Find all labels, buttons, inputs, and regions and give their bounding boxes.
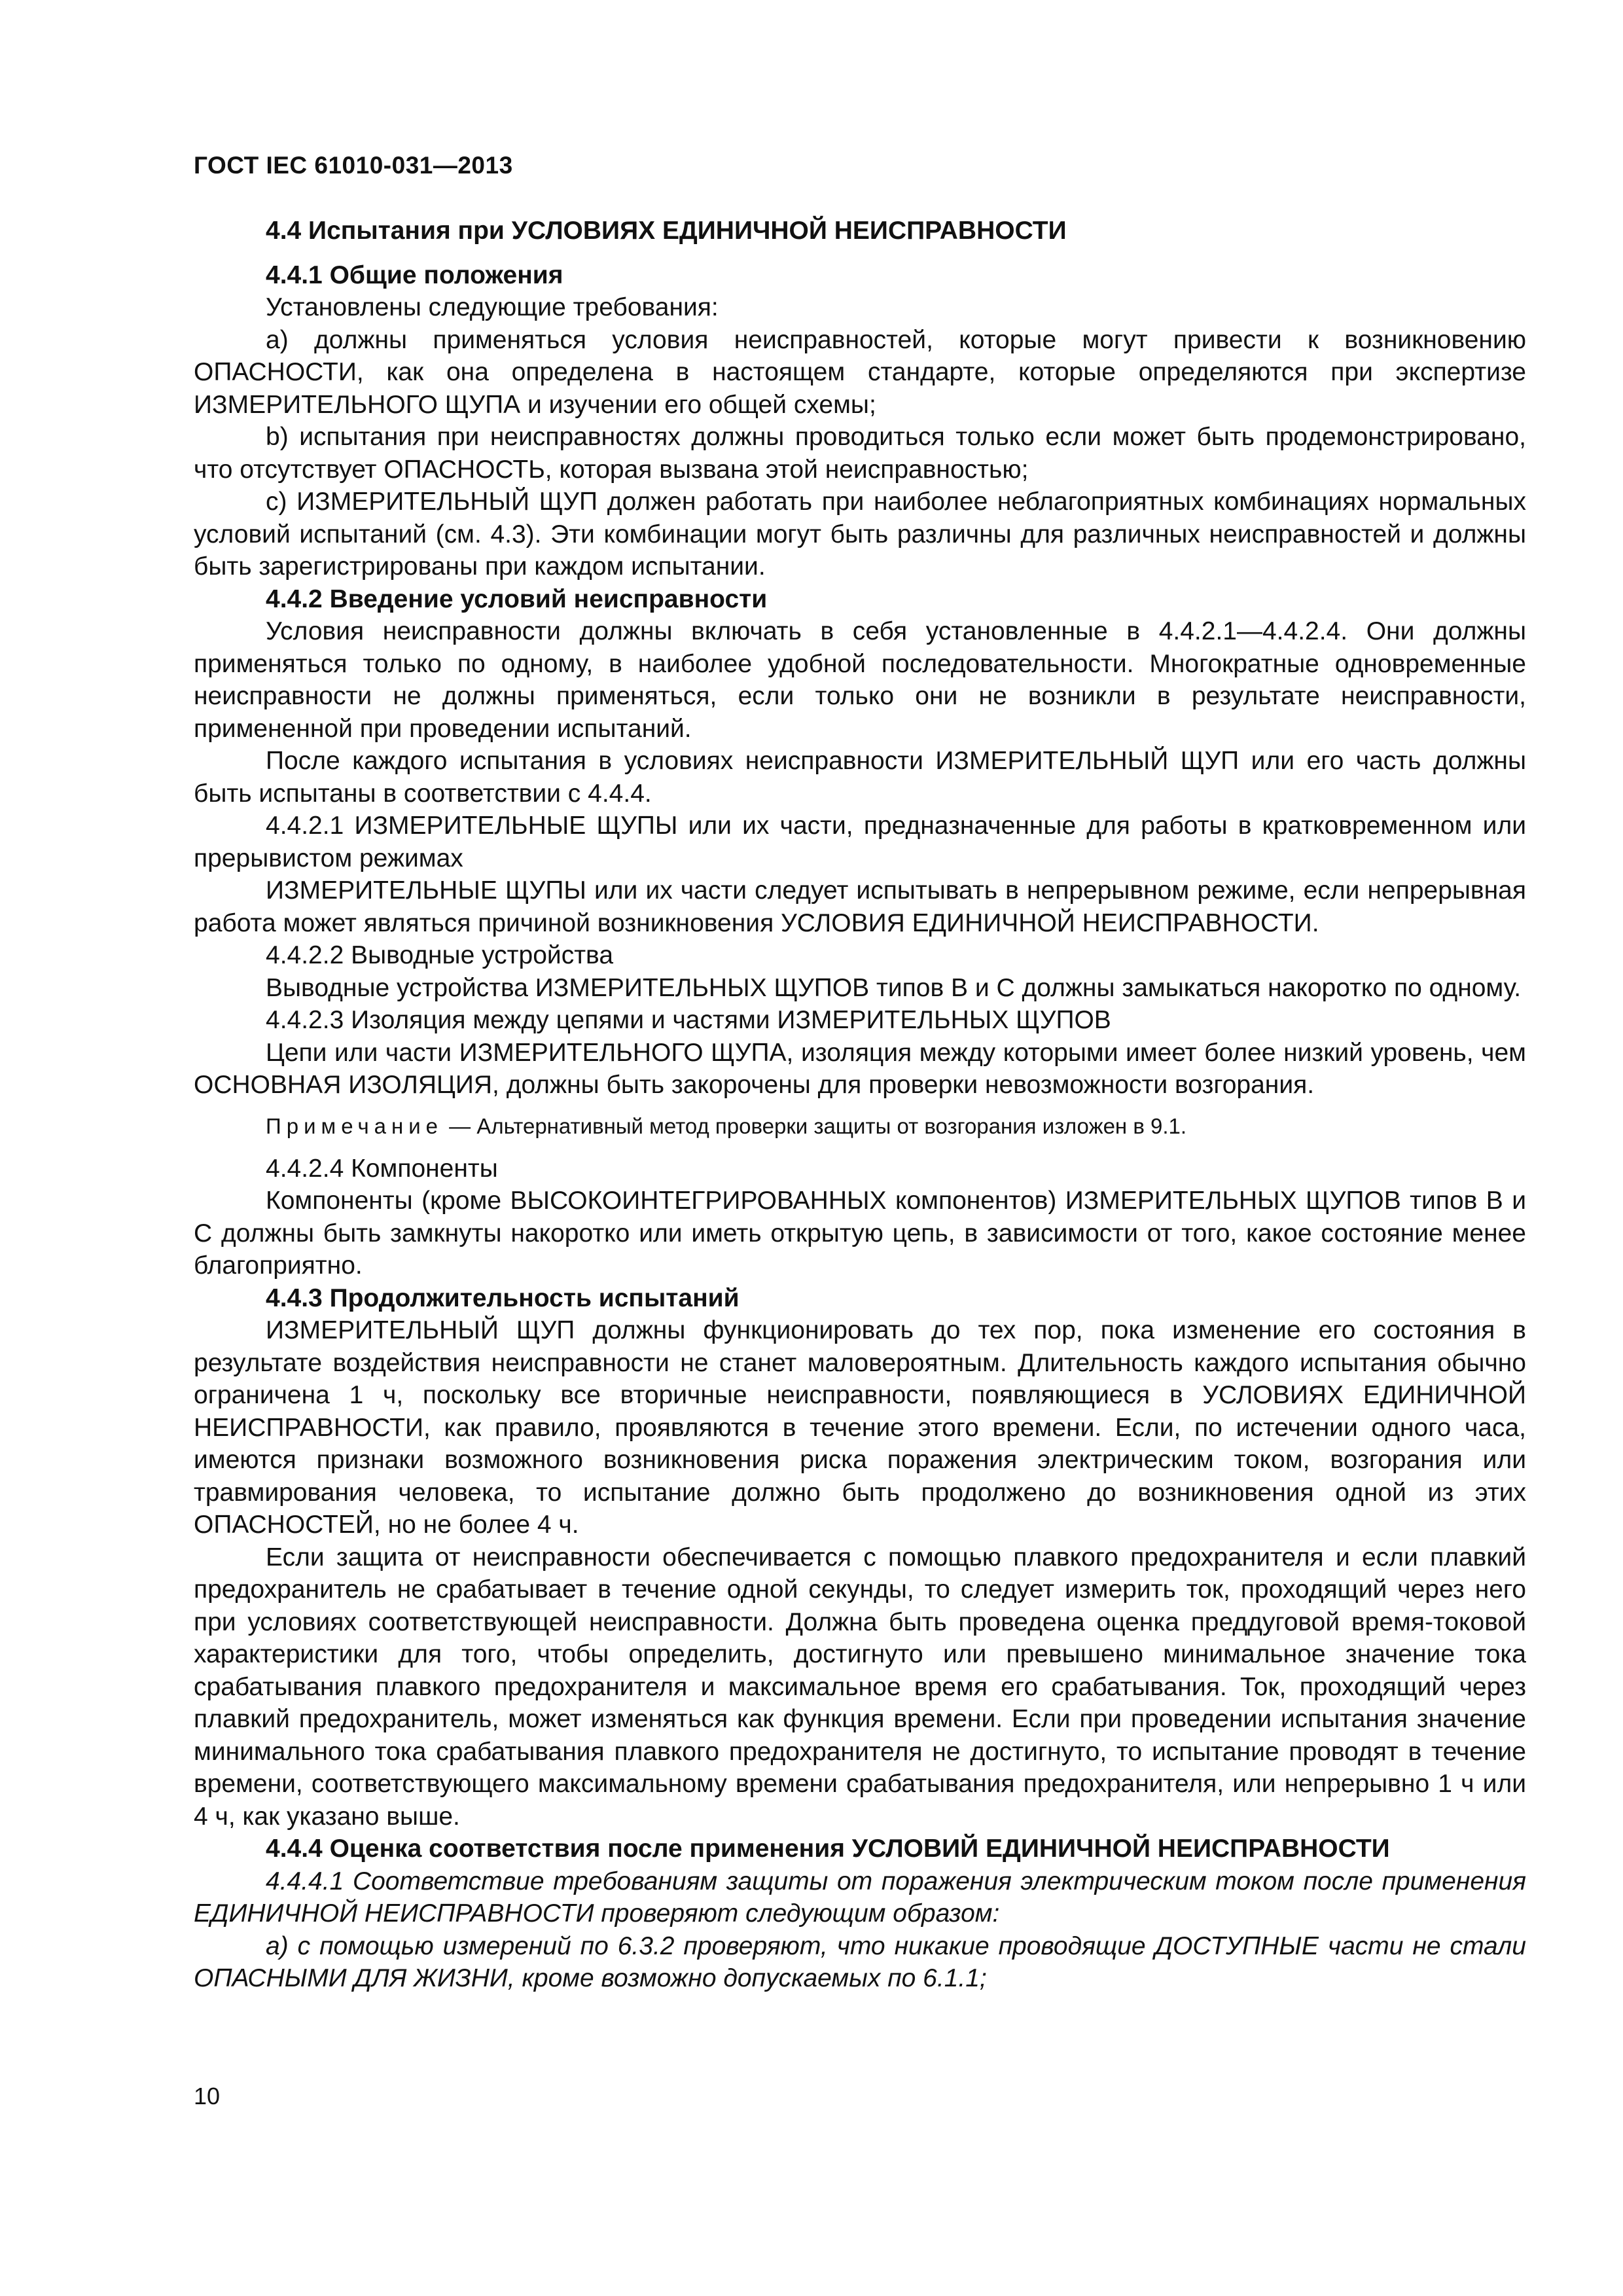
note — [194, 1112, 1526, 1141]
paragraph: ИЗМЕРИТЕЛЬНЫЙ ЩУП должны функционировать до тех пор, пока изменение его состояния в результате воздействия неисправности не станет маловероятным. Длительность каждого испытания обычно ограничена 1 ч, поскольку все вторичные неисправности, появляющиеся в УСЛОВИЯХ ЕДИНИЧНОЙ НЕИСПРАВНОСТИ, как правило, проявляются в течение этого времени. Если, по истечении одного часа, имеются признаки возможного возникновения риска поражения электрическим током, возгорания или травмирования человека, то испытание должно быть продолжено до возникновения одной из этих ОПАСНОСТЕЙ, но не более 4 ч. — [194, 1316, 1526, 1539]
clause-4-4-2-4: 4.4.2.4 Компоненты — [266, 1154, 498, 1183]
clause-4-4-2-2: 4.4.2.2 Выводные устройства — [266, 941, 614, 969]
paragraph: Выводные устройства ИЗМЕРИТЕЛЬНЫХ ЩУПОВ типов В и С должны замыкаться накоротко по одному. — [266, 973, 1522, 1002]
clause-4-4-2-3: 4.4.2.3 Изоляция между цепями и частями ИЗМЕРИТЕЛЬНЫХ ЩУПОВ — [266, 1006, 1111, 1034]
subheading-4-4-2: 4.4.2 Введение условий неисправности — [266, 584, 768, 613]
list-item-a: a) должны применяться условия неисправностей, которые могут привести к возникновению ОПАСНОСТИ, как она определена в настоящем стандарте, которые определяются при экспертизе ИЗМЕРИТЕЛЬНОГО ЩУПА и изучении его общей схемы; — [194, 325, 1526, 419]
note-label: Примечание — [266, 1113, 444, 1138]
clause-4-4-2-1: 4.4.2.1 ИЗМЕРИТЕЛЬНЫЕ ЩУПЫ или их части, предназначенные для работы в кратковременном или прерывистом режимах — [194, 812, 1526, 872]
paragraph: ИЗМЕРИТЕЛЬНЫЕ ЩУПЫ или их части следует испытывать в непрерывном режиме, если непрерывная работа может являться причиной возникновения УСЛОВИЯ ЕДИНИЧНОЙ НЕИСПРАВНОСТИ. — [194, 876, 1526, 937]
section-heading-4-4: 4.4 Испытания при УСЛОВИЯХ ЕДИНИЧНОЙ НЕИСПРАВНОСТИ — [266, 217, 1067, 245]
list-item-b: b) испытания при неисправностях должны проводиться только если может быть продемонстрировано, что отсутствует ОПАСНОСТЬ, которая вызвана этой неисправностью; — [194, 423, 1526, 484]
document-header: ГОСТ IEC 61010-031—2013 — [194, 152, 513, 179]
document-body — [194, 215, 1526, 1995]
page-number: 10 — [194, 2083, 221, 2109]
list-item-c: c) ИЗМЕРИТЕЛЬНЫЙ ЩУП должен работать при наиболее неблагоприятных комбинациях нормальных условий испытаний (см. 4.3). Эти комбинации могут быть различны для различных неисправностей и должны быть зарегистрированы при каждом испытании. — [194, 488, 1526, 581]
subheading-4-4-3: 4.4.3 Продолжительность испытаний — [266, 1283, 740, 1312]
list-item-a-italic: a) с помощью измерений по 6.3.2 проверяют, что никакие проводящие ДОСТУПНЫЕ части не стали ОПАСНЫМИ ДЛЯ ЖИЗНИ, кроме возможно допускаемых по 6.1.1; — [194, 1931, 1526, 1992]
note-text: — Альтернативный метод проверки защиты от возгорания изложен в 9.1. — [443, 1113, 1187, 1138]
paragraph: Компоненты (кроме ВЫСОКОИНТЕГРИРОВАННЫХ компонентов) ИЗМЕРИТЕЛЬНЫХ ЩУПОВ типов В и С должны быть замкнуты накоротко или иметь открытую цепь, в зависимости от того, какое состояние менее благоприятно. — [194, 1187, 1526, 1280]
clause-4-4-4-1: 4.4.4.1 Соответствие требованиям защиты от поражения электрическим током после применения ЕДИНИЧНОЙ НЕИСПРАВНОСТИ проверяют следующим образом: — [194, 1867, 1526, 1928]
paragraph: Установлены следующие требования: — [266, 293, 719, 321]
paragraph: Цепи или части ИЗМЕРИТЕЛЬНОГО ЩУПА, изоляция между которыми имеет более низкий уровень, чем ОСНОВНАЯ ИЗОЛЯЦИЯ, должны быть закорочены для проверки невозможности возгорания. — [194, 1038, 1526, 1099]
paragraph: Условия неисправности должны включать в себя установленные в 4.4.2.1—4.4.2.4. Они должны применяться только по одному, в наиболее удобной последовательности. Многократные одновременные неисправности не должны применяться, если только они не возникли в результате неисправности, примененной при проведении испытаний. — [194, 617, 1526, 743]
paragraph: Если защита от неисправности обеспечивается с помощью плавкого предохранителя и если плавкий предохранитель не срабатывает в течение одной секунды, то следует измерить ток, проходящий через него при условиях соответствующей неисправности. Должна быть проведена оценка преддуговой время-токовой характеристики для того, чтобы определить, достигнуто или превышено минимальное значение тока срабатывания плавкого предохранителя и максимальное время его срабатывания. Ток, проходящий через плавкий предохранитель, может изменяться как функция времени. Если при проведении испытания значение минимального тока срабатывания плавкого предохранителя не достигнуто, то испытание проводят в течение времени, соответствующего максимальному времени срабатывания предохранителя, или непрерывно 1 ч или 4 ч, как указано выше. — [194, 1543, 1526, 1831]
paragraph: После каждого испытания в условиях неисправности ИЗМЕРИТЕЛЬНЫЙ ЩУП или его часть должны быть испытаны в соответствии с 4.4.4. — [194, 747, 1526, 808]
subheading-4-4-4: 4.4.4 Оценка соответствия после применения УСЛОВИЙ ЕДИНИЧНОЙ НЕИСПРАВНОСТИ — [266, 1835, 1390, 1863]
subheading-4-4-1: 4.4.1 Общие положения — [266, 260, 563, 289]
